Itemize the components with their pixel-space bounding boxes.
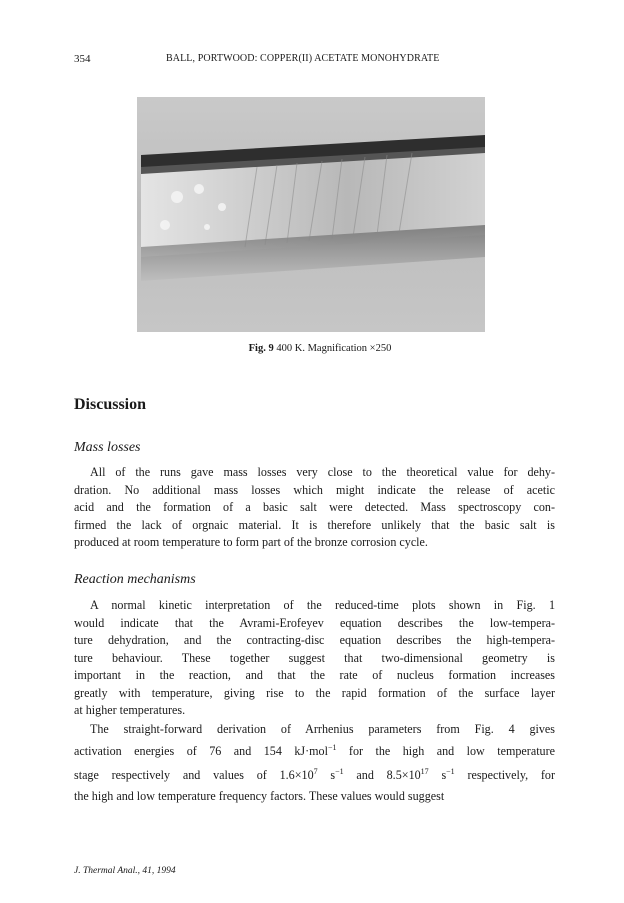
text-segment: activation energies of 76 and 154 kJ·mol bbox=[74, 744, 328, 758]
superscript: −1 bbox=[446, 767, 455, 776]
text-line: dration. No additional mass losses which might indicate the release of acetic bbox=[74, 482, 555, 497]
text-line: the high and low temperature frequency factors. These values would suggest bbox=[74, 789, 445, 803]
caption-label: Fig. 9 bbox=[248, 343, 274, 354]
text-line: important in the reaction, and that the rate of nucleus formation increases bbox=[74, 668, 555, 682]
running-title: BALL, PORTWOOD: COPPER(II) ACETATE MONOHYDRATE bbox=[166, 53, 440, 64]
text-line: greatly with temperature, giving rise to the rapid formation of the surface layer bbox=[74, 685, 555, 700]
caption-text: 400 K. Magnification ×250 bbox=[276, 343, 392, 354]
text-line: A normal kinetic interpretation of the reduced-time plots shown in Fig. 1 bbox=[90, 598, 555, 612]
text-line: ture behaviour. These together suggest that two-dimensional geometry is bbox=[74, 650, 555, 665]
text-line: The straight-forward derivation of Arrhenius parameters from Fig. 4 gives bbox=[90, 722, 555, 736]
text-line: produced at room temperature to form part of the bronze corrosion cycle. bbox=[74, 535, 428, 549]
subsection-heading-reaction-mechanisms: Reaction mechanisms bbox=[74, 572, 196, 587]
section-heading: Discussion bbox=[74, 396, 147, 413]
text-line bbox=[74, 739, 555, 763]
text-line: firmed the lack of orgnaic material. It is therefore unlikely that the basic salt is bbox=[74, 517, 555, 532]
superscript: 17 bbox=[420, 767, 429, 776]
subsection-heading-mass-losses: Mass losses bbox=[74, 440, 141, 455]
page-number: 354 bbox=[74, 53, 91, 65]
superscript: −1 bbox=[327, 743, 337, 752]
micrograph-figure bbox=[137, 97, 485, 332]
text-line: ture dehydration, and the contracting-disc equation describes the high-tempera- bbox=[74, 633, 555, 647]
text-line: at higher temperatures. bbox=[74, 703, 186, 717]
paragraph-arrhenius bbox=[74, 720, 555, 805]
text-segment: stage respectively and values of 1.6×10 bbox=[74, 768, 314, 782]
text-line: would indicate that the Avrami-Erofeyev equation describes the low-tempera- bbox=[74, 615, 555, 630]
text-segment: and 8.5×10 bbox=[343, 768, 421, 782]
text-line bbox=[74, 763, 555, 787]
text-segment: respectively, for bbox=[454, 768, 555, 782]
paragraph-reaction-mechanisms bbox=[74, 597, 555, 720]
text-segment: for the high and low temperature bbox=[336, 744, 555, 758]
text-segment: s bbox=[428, 768, 447, 782]
text-line: All of the runs gave mass losses very close to the theoretical value for dehy- bbox=[90, 465, 555, 479]
micrograph-image bbox=[137, 97, 485, 332]
footer-journal: J. Thermal Anal., 41, 1994 bbox=[74, 866, 176, 876]
paragraph-mass-losses bbox=[74, 464, 555, 552]
text-segment: s bbox=[317, 768, 336, 782]
superscript: −1 bbox=[335, 767, 344, 776]
figure-caption bbox=[0, 343, 624, 354]
text-line: acid and the formation of a basic salt were detected. Mass spectroscopy con- bbox=[74, 500, 555, 514]
superscript: 7 bbox=[313, 767, 318, 776]
